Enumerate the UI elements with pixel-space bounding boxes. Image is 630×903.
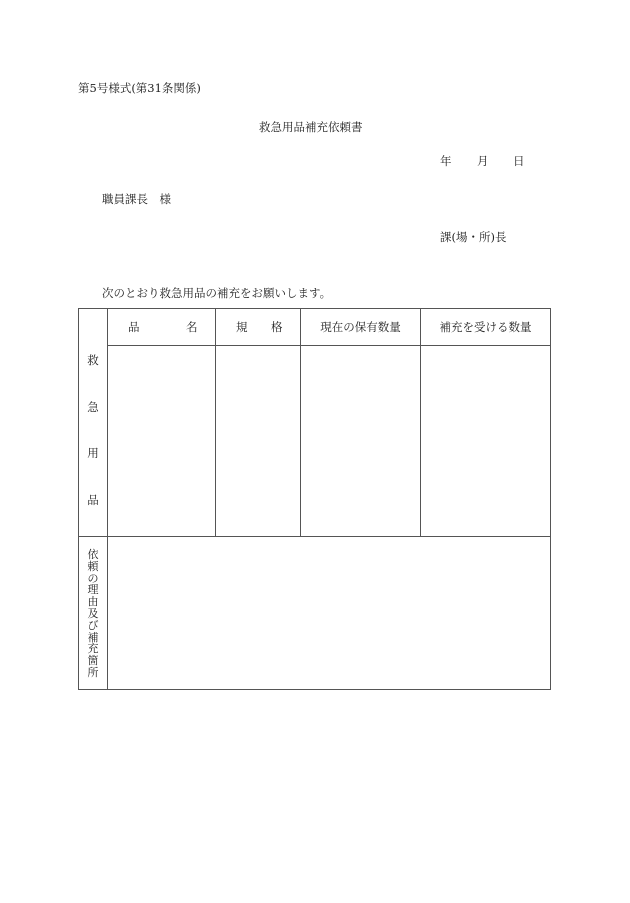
reason-label-char: び	[87, 618, 99, 632]
reason-label-char: 依	[87, 548, 99, 561]
date-year: 年	[440, 154, 452, 168]
intro-text: 次のとおり救急用品の補充をお願いします。	[102, 286, 332, 300]
section-label-char: 急	[87, 400, 99, 414]
reason-label-char: 理	[87, 583, 99, 597]
header-spec	[216, 309, 300, 346]
section-label-char: 救	[87, 353, 99, 367]
divider	[79, 536, 550, 537]
divider	[107, 309, 108, 689]
document-title: 救急用品補充依頼書	[259, 120, 363, 134]
header-item-name-a: 品	[128, 320, 140, 334]
header-receive-quantity: 補充を受ける数量	[439, 320, 532, 334]
reason-label-char: 頼	[87, 559, 99, 573]
addressee: 職員課長 様	[102, 192, 171, 206]
reason-label-char: 所	[87, 665, 99, 679]
header-spec-b: 格	[271, 320, 283, 334]
sender: 課(場・所)長	[440, 230, 507, 244]
header-item-name	[108, 309, 215, 346]
header-spec-a: 規	[236, 320, 248, 334]
reason-label-char: 充	[87, 642, 99, 656]
reason-label	[79, 549, 107, 679]
reason-label-char: 由	[87, 595, 99, 609]
date-day: 日	[513, 154, 525, 168]
date-month: 月	[477, 154, 489, 168]
reason-label-char: 箇	[87, 654, 99, 668]
header-item-name-b: 名	[186, 320, 198, 334]
header-current-quantity: 現在の保有数量	[320, 320, 401, 334]
reason-label-char: 及	[87, 606, 99, 620]
reason-label-char: 補	[87, 630, 99, 644]
section-label-char: 品	[87, 493, 99, 507]
request-table	[78, 308, 551, 690]
section-label-char: 用	[87, 446, 99, 460]
form-number: 第5号様式(第31条関係)	[78, 81, 201, 95]
reason-label-char: の	[87, 571, 99, 585]
